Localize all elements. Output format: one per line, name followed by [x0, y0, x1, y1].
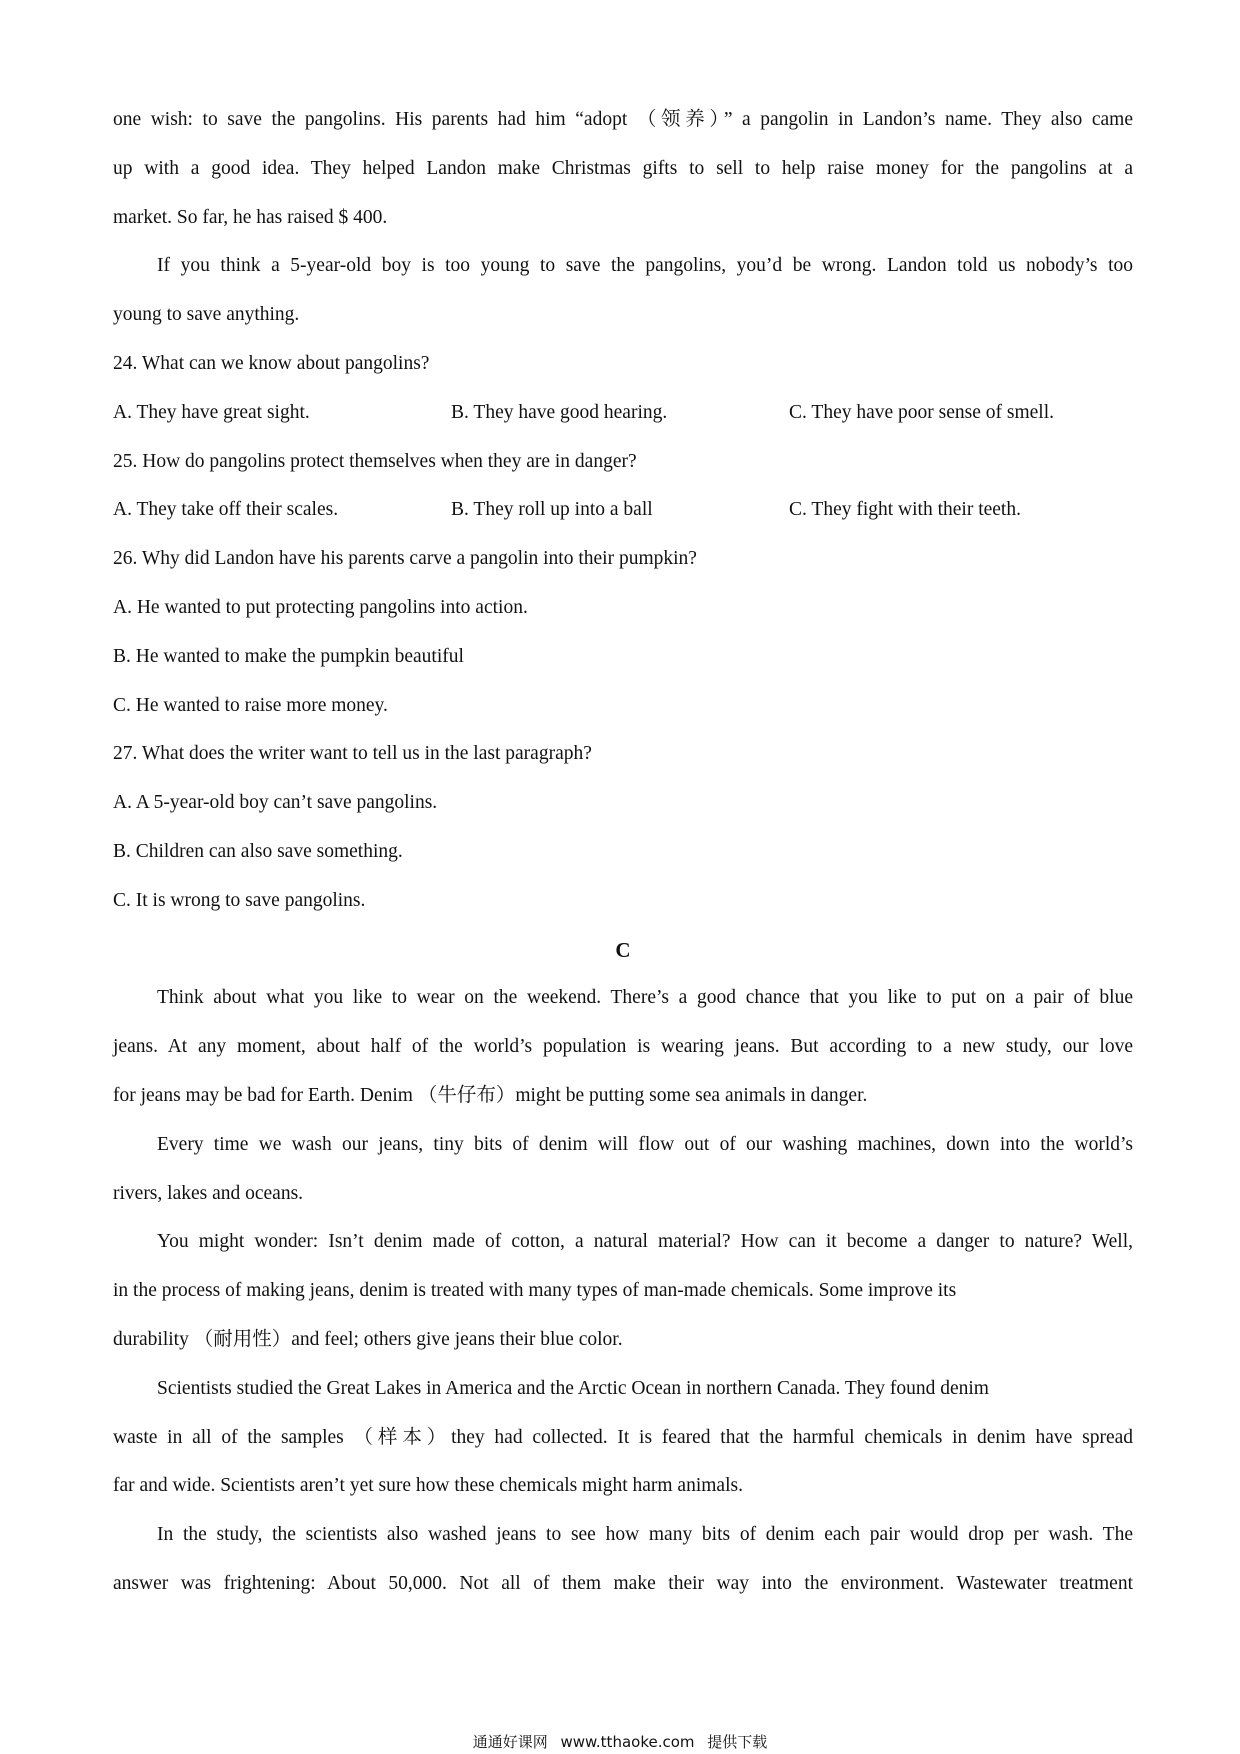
option-c: C. It is wrong to save pangolins.	[113, 889, 366, 911]
text-line: Scientists studied the Great Lakes in America and the Arctic Ocean in northern Canada. They found denim	[157, 1377, 989, 1399]
text-line: market. So far, he has raised $ 400.	[113, 206, 388, 228]
document-page	[113, 96, 1133, 1609]
option-a: A. A 5-year-old boy can’t save pangolins.	[113, 792, 438, 814]
paragraph-1	[113, 974, 1133, 1120]
question-stem: 27. What does the writer want to tell us in the last paragraph?	[113, 743, 592, 765]
text-line: rivers, lakes and oceans.	[113, 1182, 304, 1204]
option-c: C. They have poor sense of smell.	[789, 401, 1055, 423]
page-footer	[0, 1731, 1240, 1752]
text-line: jeans. At any moment, about half of the world’s population is wearing jeans. But according to a new study, our love	[113, 1036, 1133, 1058]
text-line: durability （耐用性）and feel; others give jeans their blue color.	[113, 1328, 623, 1350]
paragraph-4	[113, 1365, 1133, 1511]
question-options	[113, 486, 1133, 535]
text-line: in the process of making jeans, denim is treated with many types of man-made chemicals. Some improve its	[113, 1280, 957, 1302]
question-24	[113, 340, 1133, 438]
text-line: for jeans may be bad for Earth. Denim （牛仔布）might be putting some sea animals in danger.	[113, 1084, 868, 1106]
option-c: C. He wanted to raise more money.	[113, 694, 388, 716]
question-stem: 25. How do pangolins protect themselves when they are in danger?	[113, 450, 637, 472]
option-b: B. He wanted to make the pumpkin beautiful	[113, 645, 464, 667]
text-line: waste in all of the samples （样本）they had collected. It is feared that the harmful chemicals in denim have spread	[113, 1426, 1133, 1448]
text-line: In the study, the scientists also washed jeans to see how many bits of denim each pair would drop per wash. The	[157, 1524, 1133, 1546]
paragraph-2	[113, 1121, 1133, 1219]
question-stem: 26. Why did Landon have his parents carve a pangolin into their pumpkin?	[113, 548, 697, 570]
option-b: B. Children can also save something.	[113, 840, 403, 862]
paragraph-3	[113, 1218, 1133, 1364]
text-line: up with a good idea. They helped Landon make Christmas gifts to sell to help raise money for the pangolins at a	[113, 157, 1133, 179]
question-stem: 24. What can we know about pangolins?	[113, 352, 430, 374]
question-options	[113, 389, 1133, 438]
passage-b-tail	[113, 96, 1133, 340]
footer-tagline: 提供下载	[707, 1733, 768, 1751]
section-heading: C	[615, 937, 631, 962]
text-line: If you think a 5-year-old boy is too young to save the pangolins, you’d be wrong. Landon told us nobody’s too	[157, 255, 1133, 277]
text-line: one wish: to save the pangolins. His parents had him “adopt （领养）” a pangolin in Landon’s name. They also came	[113, 109, 1133, 130]
question-26	[113, 535, 1133, 730]
text-line: You might wonder: Isn’t denim made of cotton, a natural material? How can it become a danger to nature? Well,	[157, 1231, 1133, 1253]
question-25	[113, 438, 1133, 536]
option-b: B. They roll up into a ball	[451, 499, 653, 521]
option-b: B. They have good hearing.	[451, 401, 668, 423]
paragraph-5	[113, 1511, 1133, 1609]
option-a: A. They take off their scales.	[113, 499, 339, 521]
option-a: A. He wanted to put protecting pangolins into action.	[113, 596, 528, 618]
footer-site-name: 通通好课网	[472, 1733, 548, 1751]
text-line: Think about what you like to wear on the weekend. There’s a good chance that you like to put on a pair of blue	[157, 987, 1133, 1009]
text-line: Every time we wash our jeans, tiny bits of denim will flow out of our washing machines, down into the world’s	[157, 1133, 1133, 1155]
text-line: answer was frightening: About 50,000. Not all of them make their way into the environment. Wastewater treatment	[113, 1572, 1133, 1594]
text-line: young to save anything.	[113, 304, 300, 326]
option-c: C. They fight with their teeth.	[789, 499, 1021, 521]
footer-url[interactable]: www.tthaoke.com	[560, 1733, 695, 1751]
question-27	[113, 730, 1133, 925]
option-a: A. They have great sight.	[113, 401, 310, 423]
text-line: far and wide. Scientists aren’t yet sure how these chemicals might harm animals.	[113, 1475, 743, 1497]
